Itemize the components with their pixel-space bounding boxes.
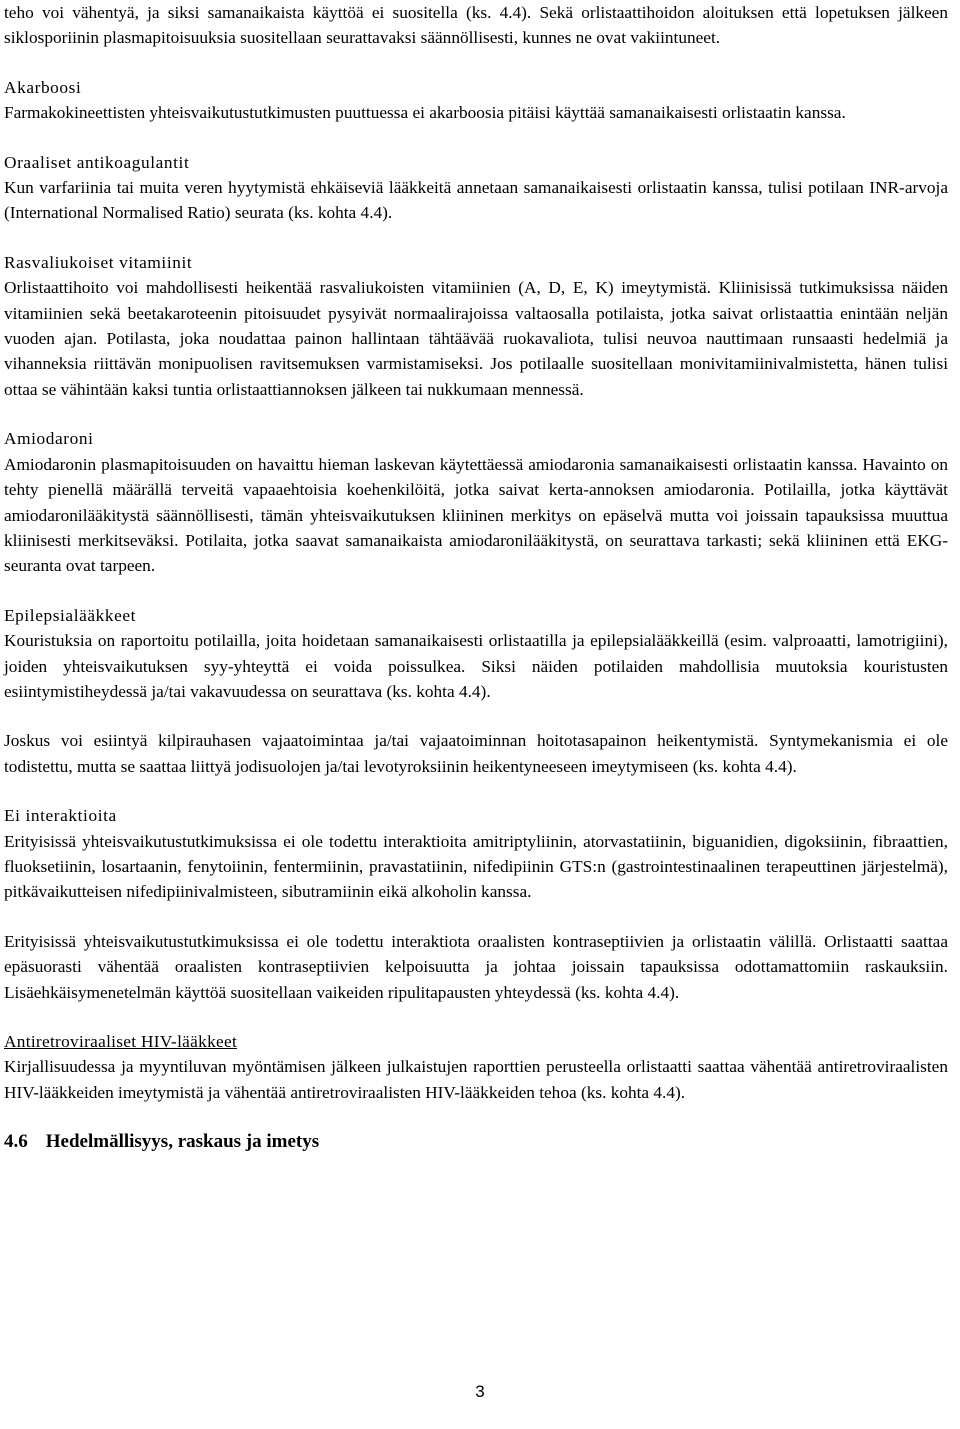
section-number: 4.6 bbox=[4, 1131, 28, 1153]
section-ei-interaktioita bbox=[4, 803, 948, 1005]
section-title: Hedelmällisyys, raskaus ja imetys bbox=[45, 1131, 320, 1153]
page-number: 3 bbox=[475, 1382, 485, 1401]
section-text: Kouristuksia on raportoitu potilailla, joita hoidetaan samanaikaisesti orlistaatilla ja epilepsialääkkeillä (esim. valproaatti, lamotrigiini), joiden yhteisvaikutuksen syy-yhteyttä ei voida poissulkea. Siksi näiden potilaiden mahdollisia muutoksia kouristusten esiintymistiheydessä ja/tai vakavuudessa on seurattava (ks. kohta 4.4). bbox=[4, 631, 948, 701]
section-antikoagulantit bbox=[4, 150, 948, 226]
section-text: Kirjallisuudessa ja myyntiluvan myöntämisen jälkeen julkaistujen raporttien perusteella orlistaatti saattaa vähentää antiretroviraalisten HIV-lääkkeiden imeytymistä ja vähentää antiretroviraalisten HIV-lääkkeiden tehoa (ks. kohta 4.4). bbox=[4, 1057, 948, 1102]
section-text: Amiodaronin plasmapitoisuuden on havaittu hieman laskevan käytettäessä amiodaronia samanaikaisesti orlistaatin kanssa. Havainto on tehty pienellä määrällä terveitä vapaaehtoisia koehenkilöitä, jotka saivat kerta-annoksen amiodaronia. Potilailla, jotka käyttävät amiodaronilääkitystä säännöllisesti, tämän yhteisvaikutuksen kliininen merkitys on epäselvä mutta voi joissain tapauksissa muuttua kliinisesti merkitseväksi. Potilaita, jotka saavat samanaikaista amiodaronilääkitystä, on seurattava tarkasti; sekä kliininen että EKG-seuranta ovat tarpeen. bbox=[4, 454, 948, 576]
section-heading: Epilepsialääkkeet bbox=[4, 605, 137, 625]
section-vitamiinit bbox=[4, 250, 948, 402]
section-heading: Oraaliset antikoagulantit bbox=[4, 152, 190, 172]
section-amiodaroni bbox=[4, 426, 948, 578]
section-heading: Amiodaroni bbox=[4, 429, 94, 449]
section-heading: Akarboosi bbox=[4, 77, 82, 97]
section-hiv bbox=[4, 1029, 948, 1105]
section-heading: Ei interaktioita bbox=[4, 806, 117, 826]
intro-paragraph: teho voi vähentyä, ja siksi samanaikaista käyttöä ei suositella (ks. 4.4). Sekä orlistaattihoidon aloituksen että lopetuksen jälkeen siklosporiinin plasmapitoisuuksia suositellaan seurattavaksi säännöllisesti, kunnes ne ovat vakiintuneet. bbox=[4, 3, 948, 48]
section-akarboosi bbox=[4, 75, 948, 126]
next-section-heading bbox=[4, 1129, 948, 1155]
section-epilepsia bbox=[4, 603, 948, 779]
section-text-2: Joskus voi esiintyä kilpirauhasen vajaatoimintaa ja/tai vajaatoiminnan hoitotasapainon heikentymistä. Syntymekanismia ei ole todistettu, mutta se saattaa liittyä jodisuolojen ja/tai levotyroksiinin heikentyneeseen imeytymiseen (ks. kohta 4.4). bbox=[4, 731, 948, 776]
section-text: Erityisissä yhteisvaikutustutkimuksissa ei ole todettu interaktioita amitriptyliinin, atorvastatiinin, biguanidien, digoksiinin, fibraattien, fluoksetiinin, losartaanin, fenytoiinin, fentermiinin, pravastatiinin, nifedipiinin GTS:n (gastrointestinaalinen terapeuttinen järjestelmä), pitkävaikutteisen nifedipiinivalmisteen, sibutramiinin eikä alkoholin kanssa. bbox=[4, 831, 948, 902]
section-text-2: Erityisissä yhteisvaikutustutkimuksissa ei ole todettu interaktiota oraalisten kontraseptiivien ja orlistaatin välillä. Orlistaatti saattaa epäsuorasti vähentää oraalisten kontraseptiivien kelpoisuutta ja johtaa joissain tapauksissa odottamattomiin raskauksiin. Lisäehkäisymenetelmän käyttöä suositellaan vaikeiden ripulitapausten yhteydessä (ks. kohta 4.4). bbox=[4, 931, 948, 1002]
section-text: Kun varfariinia tai muita veren hyytymistä ehkäiseviä lääkkeitä annetaan samanaikaisesti orlistaatin kanssa, tulisi potilaan INR-arvoja (International Normalised Ratio) seurata (ks. kohta 4.4). bbox=[4, 178, 948, 223]
section-heading: Rasvaliukoiset vitamiinit bbox=[4, 252, 193, 272]
document-page bbox=[4, 0, 948, 1155]
section-text: Farmakokineettisten yhteisvaikutustutkimusten puuttuessa ei akarboosia pitäisi käyttää samanaikaisesti orlistaatin kanssa. bbox=[4, 103, 846, 123]
section-heading: Antiretroviraaliset HIV-lääkkeet bbox=[4, 1032, 238, 1051]
section-text: Orlistaattihoito voi mahdollisesti heikentää rasvaliukoisten vitamiinien (A, D, E, K) imeytymistä. Kliinisissä tutkimuksissa näiden vitamiinien sekä beetakaroteenin pitoisuudet pysyivät normaalirajoissa valtaosalla potilaista, jotka saivat orlistaattia enintään neljän vuoden ajan. Potilasta, joka noudattaa painon hallintaan tähtäävää ruokavaliota, tulisi neuvoa nauttimaan runsaasti hedelmiä ja vihanneksia riittävän monipuolisen ravitsemuksen varmistamiseksi. Jos potilaalle suositellaan monivitamiinivalmistetta, hänen tulisi ottaa se vähintään kaksi tuntia orlistaattiannoksen jälkeen tai nukkumaan mennessä. bbox=[4, 278, 948, 399]
